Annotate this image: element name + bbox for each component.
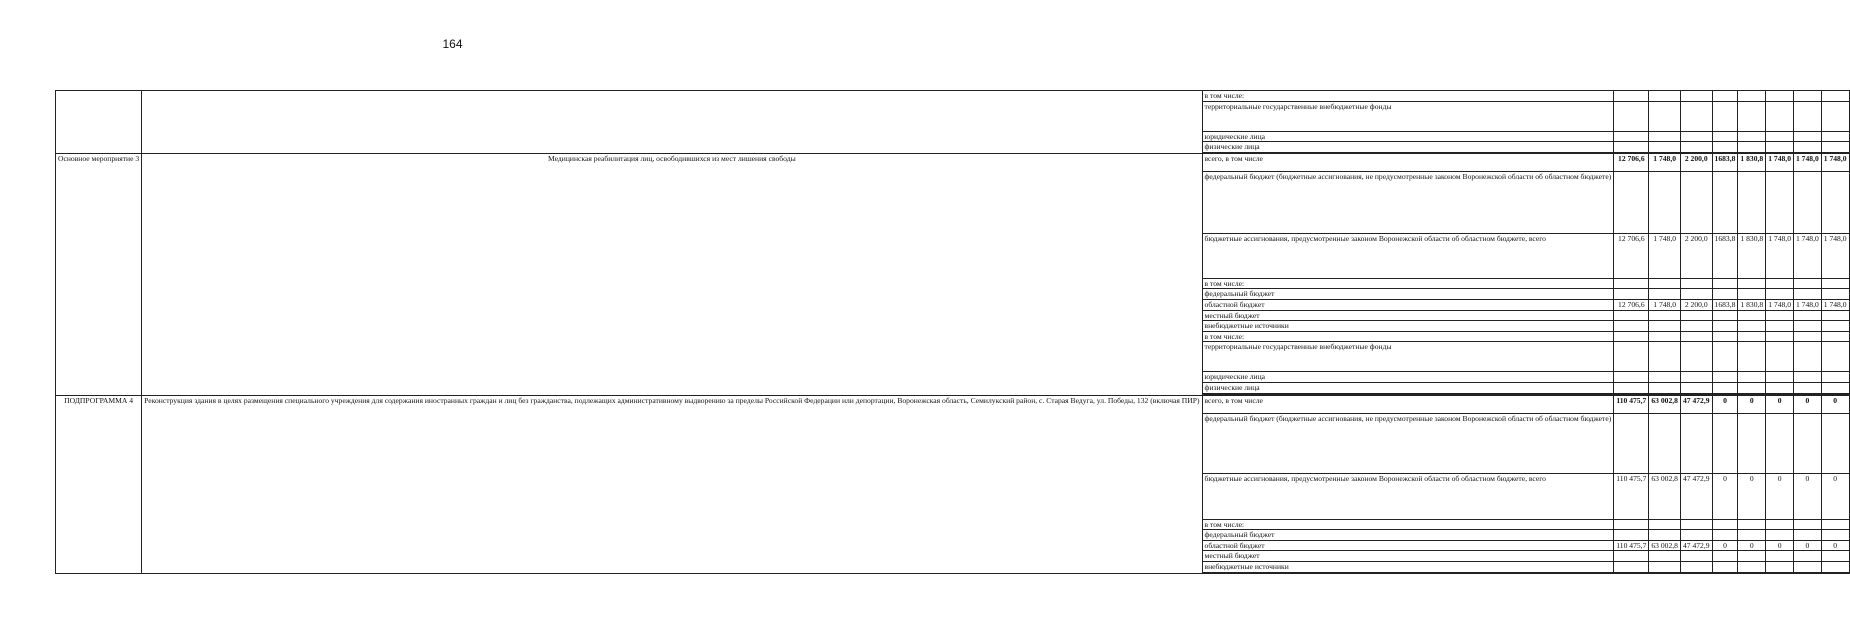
- value-cell: 0: [1766, 395, 1794, 413]
- row-label: физические лица: [1202, 382, 1614, 393]
- row-label: федеральный бюджет (бюджетные ассигнования, не предусмотренные законом Воронежской области об областном бюджете): [1202, 171, 1614, 233]
- value-cell: 12 706,6: [1614, 299, 1649, 310]
- row-label: всего, в том числе: [1202, 153, 1614, 171]
- row-label: в том числе:: [1202, 91, 1614, 102]
- value-cell: 0: [1793, 473, 1821, 519]
- value-cell: 0: [1793, 395, 1821, 413]
- value-cell: 1 748,0: [1649, 233, 1681, 278]
- value-cell: 1683,8: [1712, 233, 1738, 278]
- section-name: Медицинская реабилитация лиц, освободившихся из мест лишения свободы: [142, 153, 1202, 395]
- continuation-status-cell: [56, 91, 142, 154]
- value-cell: 0: [1738, 473, 1766, 519]
- row-label: федеральный бюджет: [1202, 289, 1614, 300]
- section-status: Основное мероприятие 3: [56, 153, 142, 395]
- row-label: юридические лица: [1202, 372, 1614, 383]
- row-label: в том числе:: [1202, 519, 1614, 530]
- value-cell: 1 830,8: [1738, 153, 1766, 171]
- value-cell: 1 748,0: [1793, 299, 1821, 310]
- budget-table: [55, 90, 1850, 574]
- row-label: бюджетные ассигнования, предусмотренные законом Воронежской области об областном бюджете, всего: [1202, 473, 1614, 519]
- row-label: областной бюджет: [1202, 299, 1614, 310]
- row-label: бюджетные ассигнования, предусмотренные законом Воронежской области об областном бюджете, всего: [1202, 233, 1614, 278]
- row-label: федеральный бюджет: [1202, 530, 1614, 541]
- row-label: внебюджетные источники: [1202, 561, 1614, 572]
- page-number: 164: [442, 37, 463, 51]
- value-cell: 0: [1766, 473, 1794, 519]
- value-cell: 0: [1738, 540, 1766, 551]
- value-cell: 2 200,0: [1680, 233, 1712, 278]
- value-cell: 63 002,8: [1649, 395, 1681, 413]
- row-label: территориальные государственные внебюджетные фонды: [1202, 342, 1614, 372]
- value-cell: 1 748,0: [1766, 153, 1794, 171]
- value-cell: 0: [1738, 395, 1766, 413]
- value-cell: 1 830,8: [1738, 299, 1766, 310]
- value-cell: 63 002,8: [1649, 540, 1681, 551]
- value-cell: 0: [1793, 540, 1821, 551]
- value-cell: 1 748,0: [1766, 299, 1794, 310]
- value-cell: 1 748,0: [1649, 153, 1681, 171]
- value-cell: 110 475,7: [1614, 395, 1649, 413]
- row-label: в том числе:: [1202, 331, 1614, 342]
- value-cell: 1683,8: [1712, 153, 1738, 171]
- value-cell: 1 748,0: [1649, 299, 1681, 310]
- value-cell: 0: [1766, 540, 1794, 551]
- value-cell: 47 472,9: [1680, 473, 1712, 519]
- row-label: внебюджетные источники: [1202, 321, 1614, 332]
- value-cell: 2 200,0: [1680, 299, 1712, 310]
- section-name: Реконструкция здания в целях размещения специального учреждения для содержания иностранных граждан и лиц без гражданства, подлежащих административному выдворению за пределы Российской Федерации или депортации, Воронежская область, Семилукский район, с. Старая Ведуга, ул. Победы, 132 (включая ПИР): [142, 395, 1202, 573]
- row-label: юридические лица: [1202, 131, 1614, 142]
- value-cell: 1683,8: [1712, 299, 1738, 310]
- value-cell: 1 748,0: [1793, 233, 1821, 278]
- value-cell: 0: [1712, 395, 1738, 413]
- value-cell: 12 706,6: [1614, 153, 1649, 171]
- value-cell: 47 472,9: [1680, 395, 1712, 413]
- row-label: местный бюджет: [1202, 310, 1614, 321]
- value-cell: 1 748,0: [1821, 153, 1849, 171]
- value-cell: 1 748,0: [1821, 299, 1849, 310]
- row-label: местный бюджет: [1202, 551, 1614, 562]
- value-cell: 47 472,9: [1680, 540, 1712, 551]
- value-cell: 110 475,7: [1614, 473, 1649, 519]
- value-cell: 0: [1821, 473, 1849, 519]
- value-cell: 1 748,0: [1793, 153, 1821, 171]
- value-cell: 63 002,8: [1649, 473, 1681, 519]
- value-cell: 12 706,6: [1614, 233, 1649, 278]
- row-label: физические лица: [1202, 142, 1614, 153]
- continuation-name-cell: [142, 91, 1202, 154]
- row-label: территориальные государственные внебюджетные фонды: [1202, 101, 1614, 131]
- value-cell: 1 748,0: [1766, 233, 1794, 278]
- row-label: федеральный бюджет (бюджетные ассигнования, не предусмотренные законом Воронежской области об областном бюджете): [1202, 413, 1614, 473]
- row-label: в том числе:: [1202, 278, 1614, 289]
- value-cell: 1 830,8: [1738, 233, 1766, 278]
- value-cell: 0: [1821, 540, 1849, 551]
- row-label: областной бюджет: [1202, 540, 1614, 551]
- value-cell: 0: [1712, 473, 1738, 519]
- section-status: ПОДПРОГРАММА 4: [56, 395, 142, 573]
- value-cell: 1 748,0: [1821, 233, 1849, 278]
- value-cell: 0: [1821, 395, 1849, 413]
- row-label: всего, в том числе: [1202, 395, 1614, 413]
- value-cell: 110 475,7: [1614, 540, 1649, 551]
- value-cell: 0: [1712, 540, 1738, 551]
- value-cell: 2 200,0: [1680, 153, 1712, 171]
